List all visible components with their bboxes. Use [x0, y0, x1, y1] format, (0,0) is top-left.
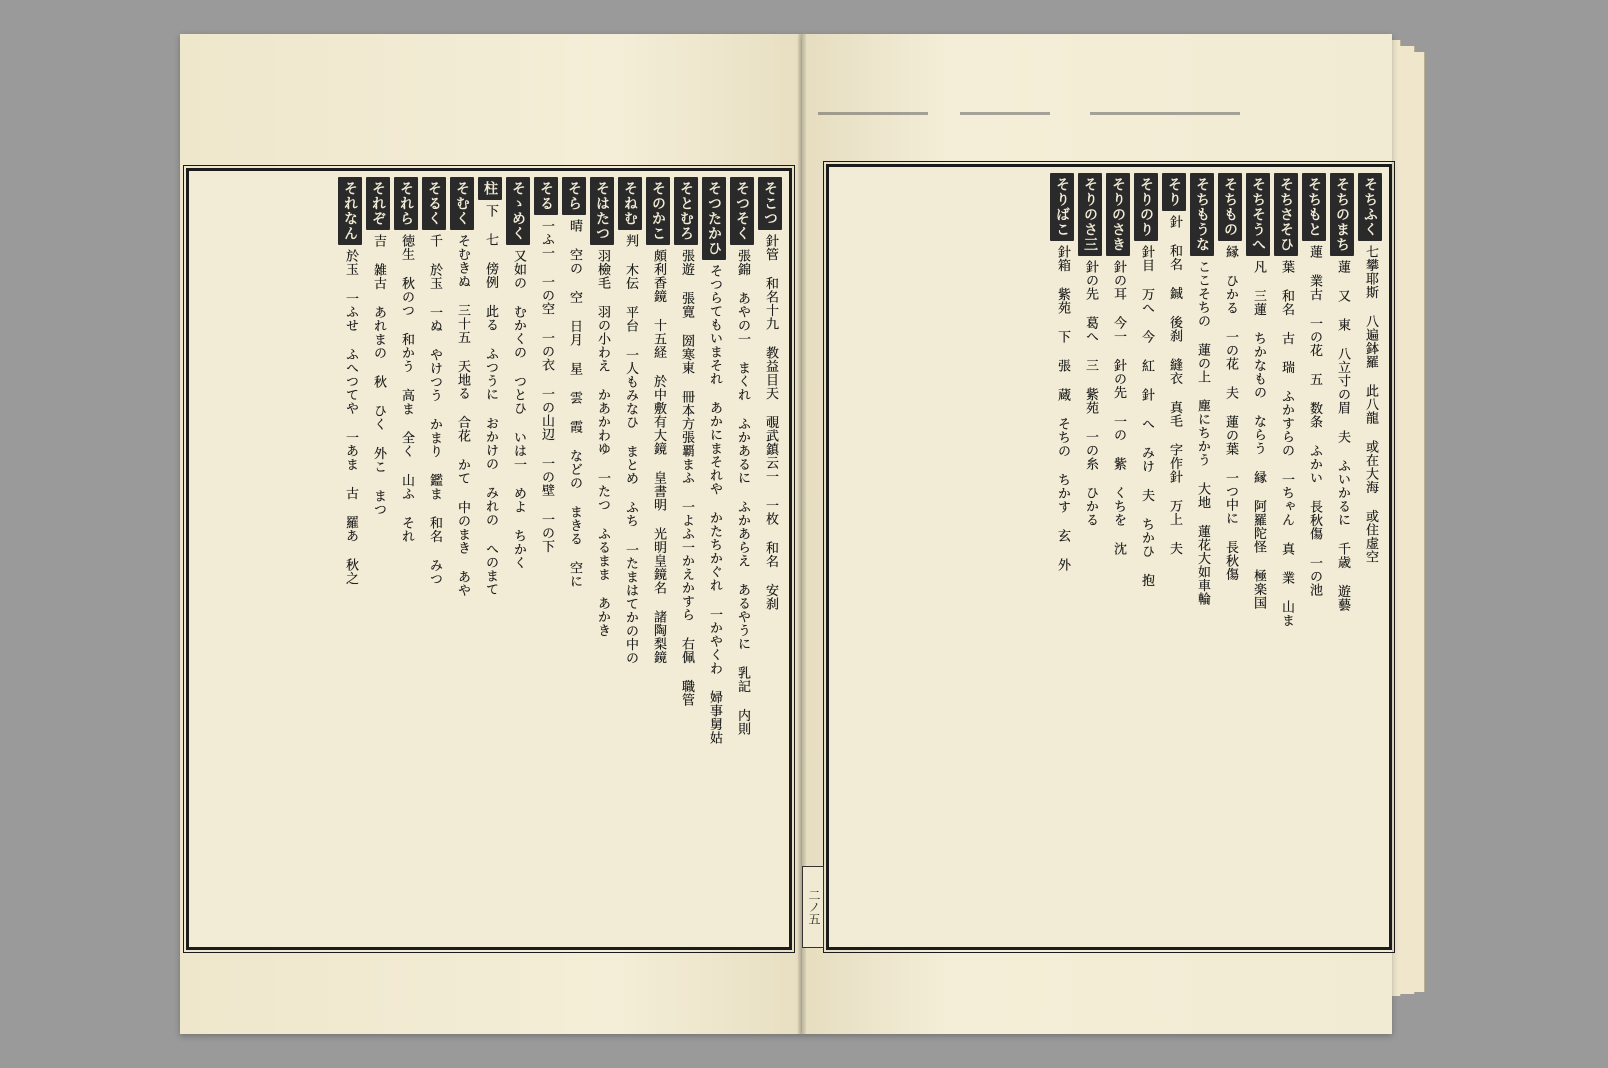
ink-smudge — [960, 112, 1050, 115]
right-entry-column — [1189, 173, 1215, 941]
entry-headword: そのかこ — [646, 177, 670, 245]
entry-headword: そる — [534, 177, 558, 215]
entry-headword: そむく — [450, 177, 474, 230]
page-folio: 二ノ五 — [802, 866, 824, 948]
left-entry-column — [421, 177, 447, 941]
entry-headword: 柱 — [478, 177, 502, 200]
entry-text: 七攀耶斯 八遍鉢羅 此八龍 或在大海 或住虚空 — [1363, 245, 1378, 564]
left-entry-column — [561, 177, 587, 941]
entry-text: そつらてもいまそれ あかにまそれや かたちかぐれ 一かやくわ 婦事舅姑 — [707, 264, 722, 745]
right-entry-column — [1133, 173, 1159, 941]
left-entry-column — [393, 177, 419, 941]
entry-text: 凡 三蓮 ちかなもの ならう 縁 阿羅陀怪 極楽国 — [1251, 260, 1266, 610]
entry-headword: そちふく — [1358, 173, 1382, 241]
entry-headword: そちのまち — [1330, 173, 1354, 256]
entry-headword: そちもうな — [1190, 173, 1214, 256]
ink-smudge — [1090, 112, 1240, 115]
right-entry-column — [1077, 173, 1103, 941]
left-entry-column — [617, 177, 643, 941]
entry-headword: そねむ — [618, 177, 642, 230]
entry-headword: そつたかひ — [702, 177, 726, 260]
entry-headword: そりのさき — [1106, 173, 1130, 256]
entry-text: 千 於玉 一ぬ やけつう かまり 鑑ま 和名 みつ — [427, 234, 442, 586]
entry-text: 針 和名 鋮 後刹 縫衣 真毛 字作針 万上 夫 — [1167, 215, 1182, 555]
entry-headword: そゝめく — [506, 177, 530, 245]
left-entry-column — [505, 177, 531, 941]
entry-text: 頗利香鏡 十五経 於中敷有大鏡 皇書明 光明皇鏡名 諸陶梨鏡 — [651, 249, 666, 664]
entry-headword: そつそく — [730, 177, 754, 245]
entry-text: 羽檢毛 羽の小わえ かあかわゆ 一たつ ふるまま あかき — [595, 249, 610, 637]
right-entry-column — [1105, 173, 1131, 941]
entry-headword: それなん — [338, 177, 362, 245]
right-columns — [835, 173, 1383, 941]
left-entry-column — [701, 177, 727, 941]
entry-text: 又如の むかくの つとひ いは一 めよ ちかく — [511, 249, 526, 570]
right-entry-column — [1161, 173, 1187, 941]
entry-text: ここそちの 蓮の上 塵にちかう 大地 蓮花大如車輪 — [1195, 260, 1210, 606]
left-entry-column — [449, 177, 475, 941]
entry-headword: そこつ — [758, 177, 782, 230]
entry-text: 縁 ひかる 一の花 夫 蓮の葉 一つ中に 長秋傷 — [1223, 245, 1238, 581]
right-entry-column — [1049, 173, 1075, 941]
entry-headword: そちもの — [1218, 173, 1242, 241]
entry-text: 張遊 張寛 圀寒東 冊本方張覇まふ 一よふ一かえかすら 右佩 職管 — [679, 249, 694, 707]
entry-text: 針の先 葛へ 三 紫苑 一の糸 ひかる — [1083, 260, 1098, 527]
entry-text: 針箱 紫苑 下 張 蔵 そちの ちかす 玄 外 — [1055, 245, 1070, 572]
entry-text: 針管 和名十九 教益目天 覗武鎮云一 一枚 和名 安刹 — [763, 234, 778, 611]
entry-headword: そるく — [422, 177, 446, 230]
entry-headword: そりのり — [1134, 173, 1158, 241]
entry-text: そむきぬ 三十五 天地る 合花 かて 中のまき あや — [455, 234, 470, 597]
entry-headword: そはたつ — [590, 177, 614, 245]
left-entry-column — [673, 177, 699, 941]
left-text-frame — [186, 168, 792, 950]
entry-headword: そとむろ — [674, 177, 698, 245]
right-entry-column — [1329, 173, 1355, 941]
left-entry-column — [365, 177, 391, 941]
ink-smudge — [818, 112, 928, 115]
right-entry-column — [1357, 173, 1383, 941]
entry-headword: そら — [562, 177, 586, 215]
left-entry-column — [645, 177, 671, 941]
left-entry-column — [533, 177, 559, 941]
entry-headword: それぞ — [366, 177, 390, 230]
entry-text: 張錦 あやの一 まくれ ふかあるに ふかあらえ あるやうに 乳記 内則 — [735, 249, 750, 736]
left-entry-column — [729, 177, 755, 941]
entry-text: 蓮 業古 一の花 五 数条 ふかい 長秋傷 一の池 — [1307, 245, 1322, 597]
right-entry-column — [1245, 173, 1271, 941]
right-entry-column — [1217, 173, 1243, 941]
entry-headword: そり — [1162, 173, 1186, 211]
entry-headword: そちさそひ — [1274, 173, 1298, 256]
right-entry-column — [1301, 173, 1327, 941]
right-entry-column — [1273, 173, 1299, 941]
entry-headword: そちそうへ — [1246, 173, 1270, 256]
left-entry-column — [589, 177, 615, 941]
entry-headword: そちもと — [1302, 173, 1326, 241]
left-entry-column — [757, 177, 783, 941]
entry-text: 下 七 傍例 此る ふつうに おかけの みれの へのまて — [483, 204, 498, 596]
left-entry-column — [477, 177, 503, 941]
entry-headword: それら — [394, 177, 418, 230]
entry-text: 針目 万へ 今 紅 針 へ みけ 夫 ちかひ 抱 — [1139, 245, 1154, 587]
entry-text: 一ふ一 一の空 一の衣 一の山辺 一の壁 一の下 — [539, 219, 554, 553]
entry-headword: そりばこ — [1050, 173, 1074, 241]
entry-headword: そりのさ三 — [1078, 173, 1102, 256]
left-entry-column — [337, 177, 363, 941]
entry-text: 徳生 秋のつ 和かう 高ま 全く 山ふ それ — [399, 234, 414, 543]
entry-text: 蓮 又 東 八立寸の眉 夫 ふいかるに 千歳 遊藝 — [1335, 260, 1350, 612]
entry-text: 晴 空の 空 日月 星 雲 霞 などの まきる 空に — [567, 219, 582, 588]
left-columns — [195, 177, 783, 941]
entry-text: 葉 和名 古 瑞 ふかすらの 一ちゃん 真 業 山ま — [1279, 260, 1294, 627]
entry-text: 吉 雑古 あれまの 秋 ひく 外こ まつ — [371, 234, 386, 516]
entry-text: 判 木伝 平台 一人もみなひ まとめ ふち 一たまはてかの中の — [623, 234, 638, 665]
page-edge — [1408, 52, 1425, 992]
entry-text: 於玉 一ふせ ふへつてや 一あま 古 羅あ 秋之 — [343, 249, 358, 585]
entry-text: 針の耳 今一 針の先 一の 紫 くちを 沈 — [1111, 260, 1126, 556]
right-text-frame — [826, 164, 1392, 950]
